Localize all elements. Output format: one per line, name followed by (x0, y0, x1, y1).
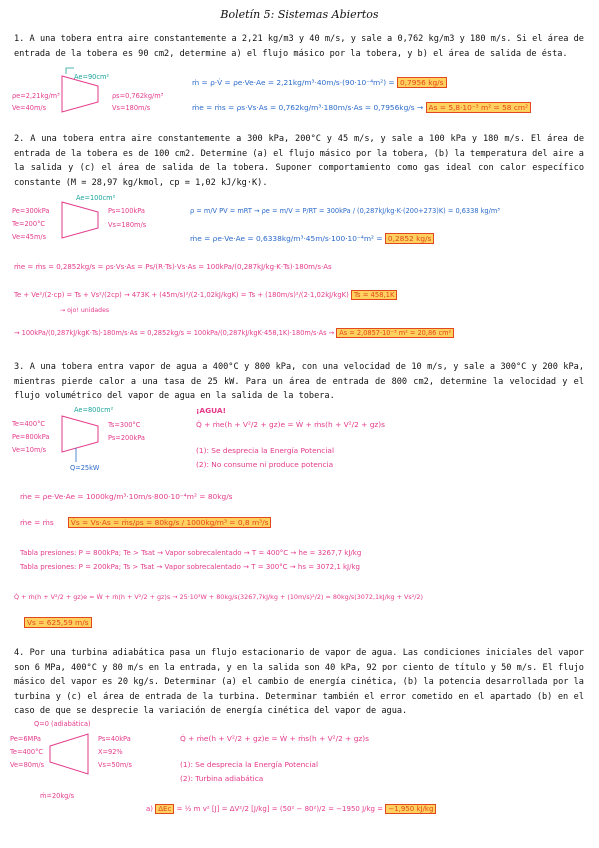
p2-temp-result: Ts = 458,1K (351, 290, 398, 300)
turbine-4-massflow: ṁ=20kg/s (40, 792, 74, 800)
p3-energy-balance: Q̇ + ṁe(h + V²/2 + gz)e = Ẇ + ṁs(h + V²/2 + gz)s (196, 420, 386, 429)
nozzle-2-in3: Ve=45m/s (12, 233, 47, 241)
problem-4-statement: 4. Por una turbina adiabática pasa un flujo estacionario de vapor de agua. Las condiciones iniciales del vapor son 6 MPa, 400°C y 80 m/s en la entrada, y en la salida son 40 kPa, 92 por ciento de título y 50 m/s. El flujo másico del vapor es 20 kg/s. Determinar (a) el cambio de energía cinética, (b) la potencia desarrollada por la turbina y (c) el área de entrada de la turbina. Determinar también el error cometido en el apartado (b) en el caso de que se desprecie la variación de energía cinética del vapor de agua. (14, 648, 584, 717)
p2-massflow-result: 0,2852 kg/s (385, 233, 435, 244)
p4-energy-balance: Q̇ + ṁe(h + V²/2 + gz)e = Ẇ + ṁs(h + V²/2 + gz)s (180, 734, 370, 743)
p3-velocity-result-wrap (24, 618, 92, 628)
nozzle-3-in2: Pe=800kPa (12, 433, 50, 441)
nozzle-3-sketch (62, 414, 102, 454)
problem-2-statement: 2. A una tobera entra aire constantemente a 300 kPa, 200°C y 45 m/s, y sale a 100 kPa y 180 m/s. El área de entrada de la tobera es de 100 cm2. Determine (a) el flujo másico por la tobera, (b) la temperatura del aire a la salida y (c) el área de salida de la tobera. Suponer comportamiento como gas ideal con calor específico constante (M = 28,97 kg/kmol, cp = 1,02 kJ/kg·K). (14, 134, 584, 188)
nozzle-2-out1: Ps=100kPa (108, 207, 145, 215)
p2-massflow-eq: ṁe = ρe·Ve·Ae = 0,6338kg/m³·45m/s·100·10⁻⁴m² = 0,2852 kg/s (190, 234, 434, 244)
p3-note-2: (2): No consume ni produce potencia (196, 460, 334, 469)
p2-continuity-eq: ṁe = ṁs = 0,2852kg/s = ρs·Vs·As = Ps/(R·Ts)·Vs·As = 100kPa/(0,287kJ/kg·K·Ts)·180m/s·As (14, 263, 332, 271)
p3-massflow-eq: ṁe = ρe·Ve·Ae = 1000kg/m³·10m/s·800·10⁻⁴m² = 80kg/s (20, 492, 233, 501)
nozzle-2-sketch (62, 200, 102, 240)
nozzle-3-out1: Ts=300°C (108, 421, 141, 429)
nozzle-1-area: Ae=90cm² (74, 73, 110, 81)
p2-density-eq: ρ = m/V PV = mRT → ρe = m/V = P/RT = 300kPa / (0,287kJ/kg·K·(200+273)K) = 0,6338 kg/m³ (190, 207, 500, 215)
p3-velocity-result: Vs = 625,59 m/s (24, 617, 92, 628)
turbine-4-sketch (50, 734, 96, 774)
turbine-4-in2: Te=400°C (10, 748, 43, 756)
p1-area-result: As = 5,8·10⁻³ m² = 58 cm² (426, 102, 532, 113)
turbine-4-heat: Q=0 (adiabática) (34, 720, 91, 728)
nozzle-3-area: Ae=800cm² (74, 406, 114, 414)
p2-exit-area-result: As = 2,0857·10⁻³ m² = 20,86 cm² (336, 328, 454, 338)
problem-3-statement: 3. A una tobera entra vapor de agua a 400°C y 800 kPa, con una velocidad de 10 m/s, y sale a 300°C y 200 kPa, mientras pierde calor a una tasa de 25 kW. Para un área de entrada de 800 cm2, determine la velocidad y el flujo volumétrico del vapor de agua en la salida de la tobera. (14, 362, 584, 402)
p3-volflow-result: V̇s = Vs·As = ṁs/ρs = 80kg/s / 1000kg/m³ = 0,8 m³/s (68, 517, 272, 528)
p2-exit-area-eq: → 100kPa/(0,287kJ/kgK·Ts)·180m/s·As = 0,2852kg/s = 100kPa/(0,287kJ/kgK·458,1K)·180m/s·As → As = 2,0857·10⁻³ m² = 20,86 cm² (14, 328, 454, 338)
p4-kinetic-eq: a) ΔEc = ½ m v² [J] = ΔV²/2 [J/kg] = (50² − 80²)/2 = −1950 J/kg = −1,950 kJ/kg (146, 804, 436, 814)
p3-energy-solve: Q̇ + ṁ(h + V²/2 + gz)e = Ẇ + ṁ(h + V²/2 + gz)s → 25·10³W + 80kg/s(3267,7kJ/kg + (10m/s)²/2) = 80kg/s(3072,1kJ/kg + Vs²/2) (14, 593, 423, 601)
p2-energy-eq: Te + Ve²/(2·cp) = Ts + Vs²/(2cp) → 473K + (45m/s)²/(2·1,02kJ/kgK) = Ts + (180m/s)²/(2·1,02kJ/kgK) Ts = 458,1K (14, 290, 397, 300)
nozzle-1-out1: ρs=0,762kg/m³ (112, 92, 164, 100)
turbine-4-out2: X=92% (98, 748, 123, 756)
turbine-4-in3: Ve=80m/s (10, 761, 45, 769)
p3-table-outlet: Tabla presiones: P = 200kPa; Ts > Tsat → Vapor sobrecalentado → T = 300°C → hs = 3072,1 kJ/kg (20, 563, 360, 571)
p4-note-2: (2): Turbina adiabática (180, 774, 264, 783)
nozzle-1-out2: Vs=180m/s (112, 104, 151, 112)
nozzle-1-in2: Ve=40m/s (12, 104, 47, 112)
turbine-4-out3: Vs=50m/s (98, 761, 132, 769)
p3-note-1: (1): Se desprecia la Energía Potencial (196, 446, 334, 455)
problem-1-statement: 1. A una tobera entra aire constantemente a 2,21 kg/m3 y 40 m/s, y sale a 0,762 kg/m3 y 180 m/s. Si el área de entrada de la tobera es 90 cm2, determine a) el flujo másico por la tobera, y b) el área de salida de ésta. (14, 34, 584, 59)
p4-kinetic-result: −1,950 kJ/kg (385, 804, 436, 814)
nozzle-2-out2: Vs=180m/s (108, 221, 147, 229)
p3-table-inlet: Tabla presiones: P = 800kPa; Te > Tsat → Vapor sobrecalentado → T = 400°C → he = 3267,7 kJ/kg (20, 549, 362, 557)
turbine-4-out1: Ps=40kPa (98, 735, 131, 743)
nozzle-3-heat: Q=25kW (70, 464, 100, 472)
p3-water-note: ¡AGUA! (196, 406, 227, 415)
nozzle-3-in3: Ve=10m/s (12, 446, 47, 454)
p4-delta-ec-label: ΔEc (155, 804, 174, 814)
nozzle-3-in1: Te=400°C (12, 420, 45, 428)
nozzle-1-in1: ρe=2,21kg/m³ (12, 92, 60, 100)
nozzle-2-in1: Pe=300kPa (12, 207, 50, 215)
nozzle-2-area: Ae=100cm² (76, 194, 116, 202)
p1-massflow-result: 0,7956 kg/s (397, 77, 447, 88)
p2-units-note: → ojo! unidades (60, 307, 110, 314)
p1-area-eq: ṁe = ṁs = ρs·Vs·As = 0,762kg/m³·180m/s·As = 0,7956kg/s → As = 5,8·10⁻³ m² = 58 cm² (192, 103, 531, 113)
p3-continuity: ṁe = ṁs V̇s = Vs·As = ṁs/ρs = 80kg/s / 1000kg/m³ = 0,8 m³/s (20, 518, 271, 528)
turbine-4-in1: Pe=6MPa (10, 735, 41, 743)
p4-note-1: (1): Se desprecia la Energía Potencial (180, 760, 318, 769)
p1-massflow-eq: ṁ = ρ·V̇ = ρe·Ve·Ae = 2,21kg/m³·40m/s·(90·10⁻⁴m²) = 0,7956 kg/s (192, 78, 447, 88)
nozzle-2-in2: Te=200°C (12, 220, 45, 228)
nozzle-3-out2: Ps=200kPa (108, 434, 145, 442)
page-title: Boletín 5: Sistemas Abiertos (220, 8, 379, 21)
